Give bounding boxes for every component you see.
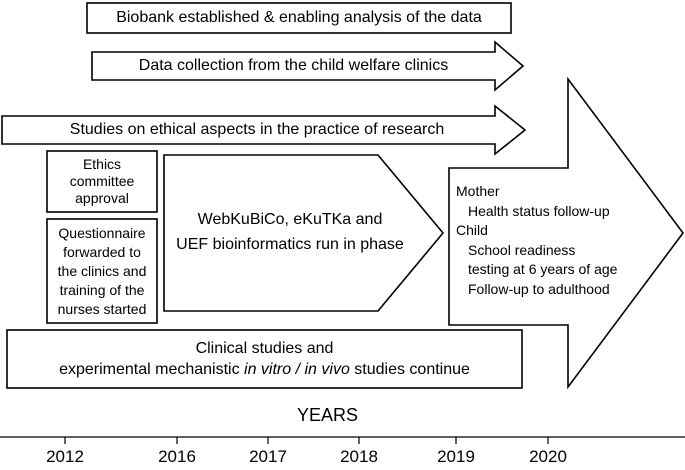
questionnaire-line: forwarded to (63, 244, 141, 260)
year-label-2012: 2012 (46, 447, 84, 466)
clinical-line-2-post: studies continue (349, 361, 470, 378)
questionnaire-line: nurses started (57, 301, 147, 317)
year-label-2016: 2016 (158, 447, 196, 466)
webkubico-label (164, 207, 416, 257)
child-heading: Child (456, 222, 488, 238)
child-item: testing at 6 years of age (468, 261, 618, 277)
ethics-approval-line: Ethics (82, 156, 122, 172)
webkubico-line: UEF bioinformatics run in phase (176, 236, 404, 253)
years-title: YEARS (296, 405, 359, 425)
clinical-studies-label (7, 338, 522, 380)
ethical-studies-label: Studies on ethical aspects in the practice of research (69, 121, 445, 138)
webkubico-line: WebKuBiCo, eKuTKa and (197, 211, 383, 228)
clinical-line-2-pre: experimental mechanistic (59, 361, 245, 378)
mother-heading: Mother (456, 183, 500, 199)
questionnaire-label (47, 224, 157, 319)
clinical-line-2 (7, 359, 522, 380)
child-item: Follow-up to adulthood (468, 280, 610, 297)
clinical-line-2-italic: in vitro / in vivo (244, 361, 350, 378)
questionnaire-line: the clinics and (57, 263, 147, 279)
data-collection-label: Data collection from the child welfare clinics (138, 57, 449, 74)
ethics-approval-label (47, 156, 157, 207)
questionnaire-line: training of the (59, 282, 145, 298)
followup-label (456, 182, 617, 299)
mother-item: Health status follow-up (468, 202, 610, 219)
biobank-label: Biobank established & enabling analysis of the data (116, 9, 482, 26)
year-label-2019: 2019 (437, 447, 475, 466)
year-label-2020: 2020 (529, 447, 567, 466)
ethics-approval-line: approval (75, 190, 129, 206)
ethics-approval-line: committee (69, 173, 135, 189)
questionnaire-line: Questionnaire (58, 225, 146, 241)
year-label-2017: 2017 (249, 447, 287, 466)
child-item: School readiness (468, 241, 576, 258)
year-label-2018: 2018 (340, 447, 378, 466)
clinical-line-1: Clinical studies and (195, 340, 334, 357)
